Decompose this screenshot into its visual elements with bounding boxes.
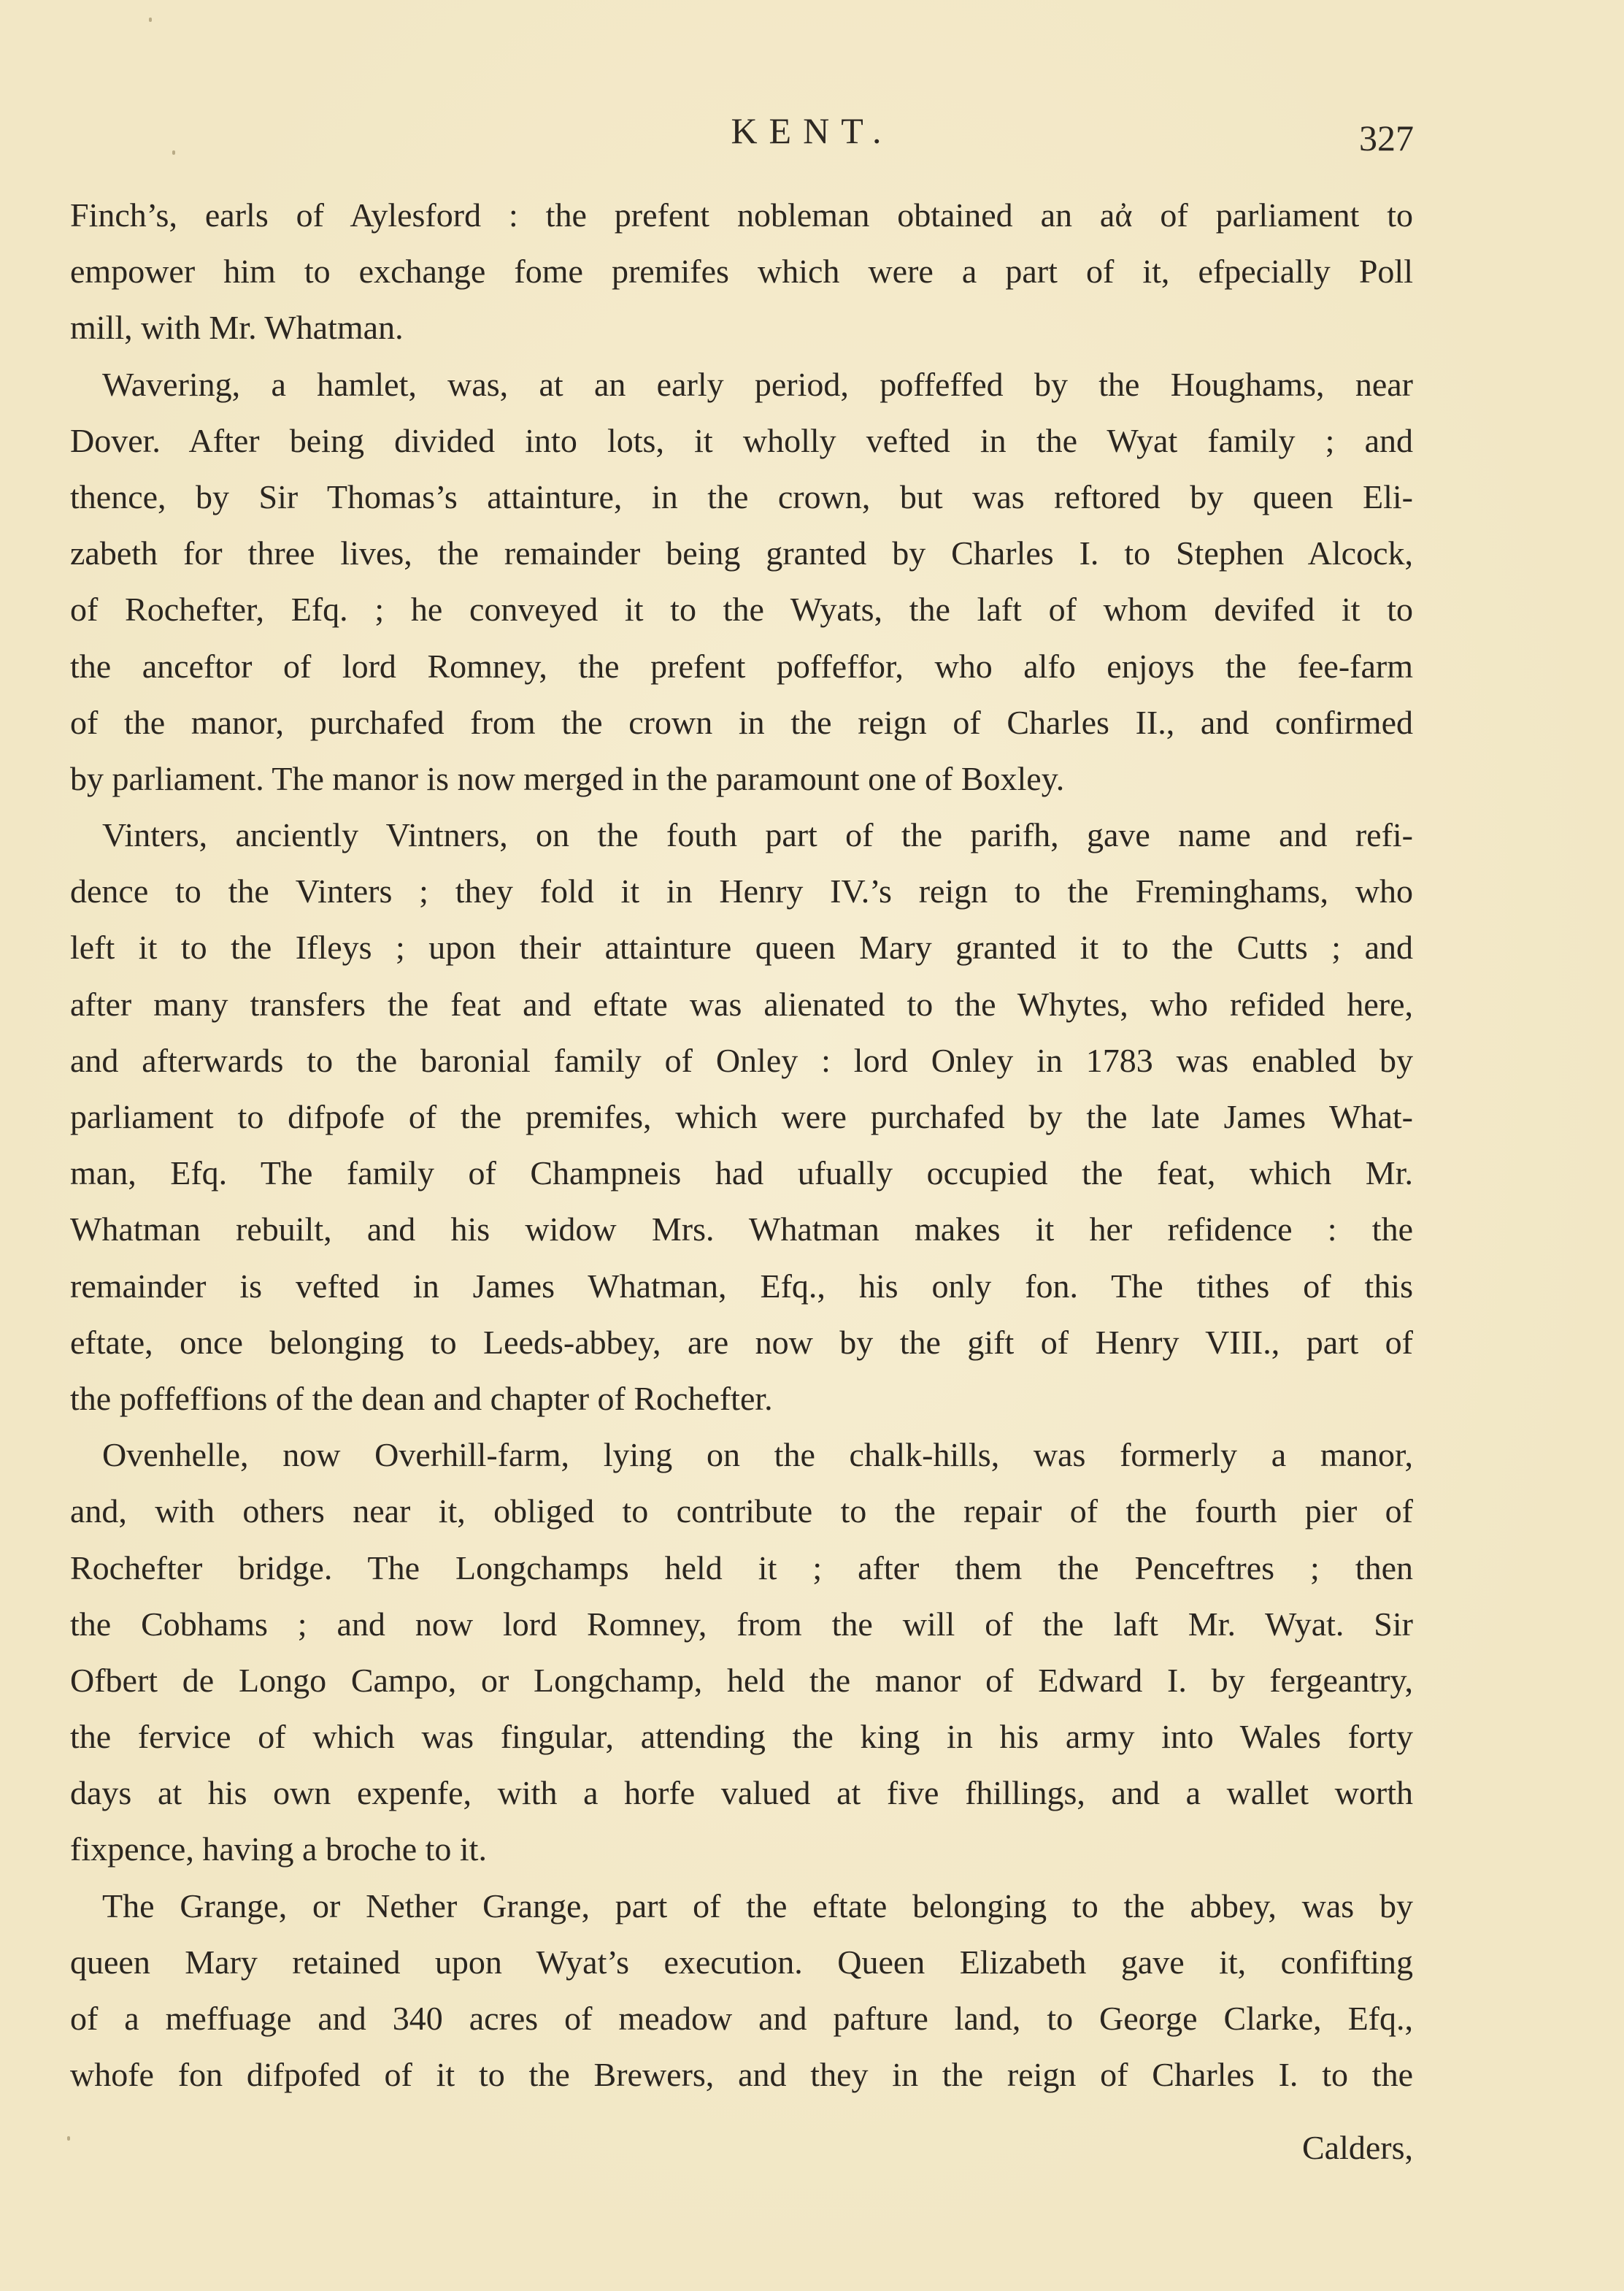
text-line: Whatman rebuilt, and his widow Mrs. Whatman makes it her refidence : the	[70, 1210, 1413, 1248]
text-line: of Rochefter, Efq. ; he conveyed it to the Wyats, the laft of whom devifed it to	[70, 591, 1413, 629]
text-line: and afterwards to the baronial family of Onley : lord Onley in 1783 was enabled by	[70, 1041, 1413, 1079]
text-line: of the manor, purchafed from the crown in the reign of Charles II., and confirmed	[70, 703, 1413, 741]
text-line: empower him to exchange fome premifes which were a part of it, efpecially Poll	[70, 253, 1413, 291]
text-line: and, with others near it, obliged to contribute to the repair of the fourth pier of	[70, 1492, 1413, 1530]
text-line: parliament to difpofe of the premifes, which were purchafed by the late James What-	[70, 1098, 1413, 1135]
body-text	[70, 187, 1413, 2103]
text-line: eftate, once belonging to Leeds-abbey, are now by the gift of Henry VIII., part of	[70, 1323, 1413, 1361]
text-line: Wavering, a hamlet, was, at an early period, poffeffed by the Houghams, near	[102, 365, 1413, 403]
text-line: the poffeffions of the dean and chapter of Rochefter.	[70, 1379, 773, 1417]
text-line: of a meffuage and 340 acres of meadow and pafture land, to George Clarke, Efq.,	[70, 2000, 1413, 2037]
text-line: the fervice of which was fingular, attending the king in his army into Wales forty	[70, 1718, 1413, 1756]
text-line: Rochefter bridge. The Longchamps held it ; after them the Penceftres ; then	[70, 1549, 1413, 1586]
text-line: days at his own expenfe, with a horfe valued at five fhillings, and a wallet worth	[70, 1774, 1413, 1812]
text-line: after many transfers the feat and eftate was alienated to the Whytes, who refided here,	[70, 985, 1413, 1023]
text-line: Vinters, anciently Vintners, on the fouth part of the parifh, gave name and refi-	[102, 816, 1413, 854]
text-line: zabeth for three lives, the remainder being granted by Charles I. to Stephen Alcock,	[70, 534, 1413, 572]
text-line: mill, with Mr. Whatman.	[70, 309, 404, 347]
text-line: the Cobhams ; and now lord Romney, from the will of the laft Mr. Wyat. Sir	[70, 1605, 1413, 1643]
text-line: the anceftor of lord Romney, the prefent poffeffor, who alfo enjoys the fee-farm	[70, 647, 1413, 685]
paper-speck	[67, 2136, 70, 2141]
catchword: Calders,	[1301, 2129, 1413, 2166]
text-line: remainder is vefted in James Whatman, Efq., his only fon. The tithes of this	[70, 1267, 1413, 1305]
text-line: left it to the Ifleys ; upon their attainture queen Mary granted it to the Cutts ; and	[70, 929, 1413, 967]
text-line: fixpence, having a broche to it.	[70, 1830, 487, 1868]
text-line: by parliament. The manor is now merged in the paramount one of Boxley.	[70, 759, 1065, 797]
text-line: queen Mary retained upon Wyat’s execution. Queen Elizabeth gave it, confifting	[70, 1943, 1413, 1981]
text-line: Ofbert de Longo Campo, or Longchamp, held the manor of Edward I. by fergeantry,	[70, 1661, 1413, 1699]
text-line: Dover. After being divided into lots, it wholly vefted in the Wyat family ; and	[70, 421, 1413, 459]
text-line: man, Efq. The family of Champneis had ufually occupied the feat, which Mr.	[70, 1154, 1413, 1192]
text-line: Ovenhelle, now Overhill-farm, lying on the chalk-hills, was formerly a manor,	[102, 1436, 1413, 1474]
text-line: dence to the Vinters ; they fold it in Henry IV.’s reign to the Freminghams, who	[70, 872, 1413, 910]
page-number: 327	[1359, 118, 1414, 158]
text-line: Finch’s, earls of Aylesford : the prefent nobleman obtained an aἀ of parliament to	[70, 196, 1413, 234]
text-line: thence, by Sir Thomas’s attainture, in the crown, but was reftored by queen Eli-	[70, 477, 1413, 515]
text-line: The Grange, or Nether Grange, part of the eftate belonging to the abbey, was by	[102, 1887, 1413, 1924]
paper-speck	[149, 18, 152, 22]
text-line: whofe fon difpofed of it to the Brewers, and they in the reign of Charles I. to the	[70, 2056, 1413, 2094]
running-title: KENT.	[731, 110, 893, 151]
